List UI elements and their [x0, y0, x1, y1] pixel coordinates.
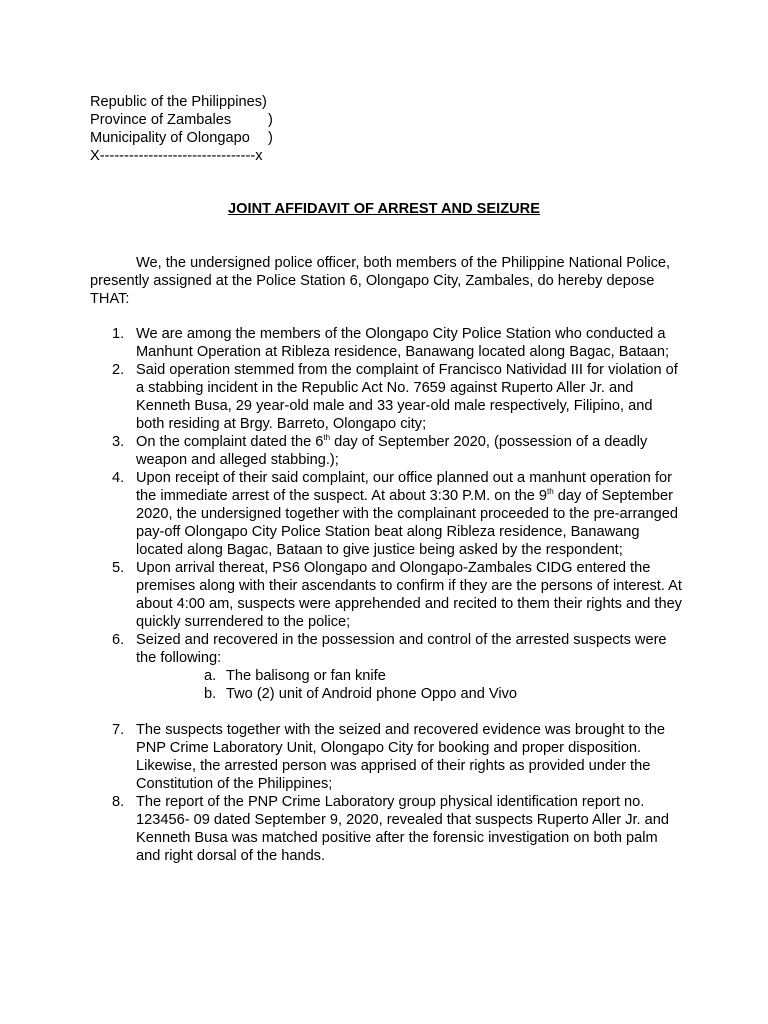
venue-municipality	[90, 129, 273, 147]
item-number: 4.	[112, 470, 125, 486]
item-text: We are among the members of the Olongapo City Police Station who conducted a Manhunt Operation at Ribleza residence, Banawang located along Bagac, Bataan;	[136, 326, 670, 360]
item-text-b: day of September 2020, the undersigned together with the complainant proceeded to the pre-arranged pay-off Olongapo City Police Station beat along Ribleza residence, Banawang located along Bagac, Bataan to give justice being asked by the respondent;	[136, 488, 678, 558]
list-item	[90, 631, 682, 721]
venue-province	[90, 111, 273, 129]
item-number: 5.	[112, 560, 125, 576]
item-text-a: On the complaint dated the 6	[136, 434, 324, 450]
item-number: 8.	[112, 794, 125, 810]
venue-municipality-paren: )	[268, 130, 273, 146]
venue-block	[90, 93, 273, 165]
sub-list-item	[136, 685, 682, 703]
venue-province-text: Province of Zambales	[90, 112, 232, 128]
item-number: 7.	[112, 722, 125, 738]
list-item	[90, 793, 682, 865]
venue-republic: Republic of the Philippines)	[90, 94, 267, 110]
venue-province-paren: )	[268, 112, 273, 128]
sub-item-letter: b.	[204, 686, 217, 702]
item-text: The report of the PNP Crime Laboratory group physical identification report no. 123456- 09 dated September 9, 2020, revealed that suspects Ruperto Aller Jr. and Kenneth Busa was matched positive after the forensic investigation on both palm and right dorsal of the hands.	[136, 794, 670, 864]
seized-items-list	[136, 667, 682, 703]
spacer	[136, 703, 682, 721]
sub-item-text: Two (2) unit of Android phone Oppo and Vivo	[226, 686, 517, 702]
statement-list	[90, 325, 682, 865]
item-text: The suspects together with the seized and recovered evidence was brought to the PNP Crime Laboratory Unit, Olongapo City for booking and proper disposition. Likewise, the arrested person was apprised of their rights as provided under the Constitution of the Philippines;	[136, 722, 665, 792]
list-item	[90, 469, 682, 559]
sub-list-item	[136, 667, 682, 685]
list-item	[90, 325, 682, 361]
list-item	[90, 721, 682, 793]
sub-item-letter: a.	[204, 668, 217, 684]
list-item	[90, 559, 682, 631]
item-number: 2.	[112, 362, 125, 378]
list-item	[90, 361, 682, 433]
item-text: Upon arrival thereat, PS6 Olongapo and Olongapo-Zambales CIDG entered the premises along with their ascendants to confirm if they are the persons of interest. At about 4:00 am, suspects were apprehended and recited to them their rights and they quickly surrendered to the police;	[136, 560, 682, 630]
list-item	[90, 433, 682, 469]
sub-item-text: The balisong or fan knife	[226, 668, 386, 684]
venue-separator: X--------------------------------x	[90, 148, 263, 164]
ordinal-suffix: th	[323, 433, 331, 443]
item-number: 6.	[112, 632, 125, 648]
item-text-a: Upon receipt of their said complaint, our office planned out a manhunt operation for the immediate arrest of the suspect. At about 3:30 P.M. on the 9	[136, 470, 672, 504]
venue-municipality-text: Municipality of Olongapo	[90, 130, 250, 146]
intro-paragraph: We, the undersigned police officer, both members of the Philippine National Police, presently assigned at the Police Station 6, Olongapo City, Zambales, do hereby depose THAT:	[90, 255, 671, 307]
item-number: 1.	[112, 326, 125, 342]
ordinal-suffix: th	[547, 487, 554, 497]
item-text: Seized and recovered in the possession and control of the arrested suspects were the following:	[136, 632, 667, 666]
item-text-b: day of September 2020, (possession of a deadly weapon and alleged stabbing.);	[136, 434, 648, 468]
item-number: 3.	[112, 434, 125, 450]
document-title: JOINT AFFIDAVIT OF ARREST AND SEIZURE	[228, 201, 540, 217]
item-text: Said operation stemmed from the complaint of Francisco Natividad III for violation of a stabbing incident in the Republic Act No. 7659 against Ruperto Aller Jr. and Kenneth Busa, 29 year-old male and 33 year-old male respectively, Filipino, and both residing at Brgy. Barreto, Olongapo city;	[136, 362, 678, 432]
